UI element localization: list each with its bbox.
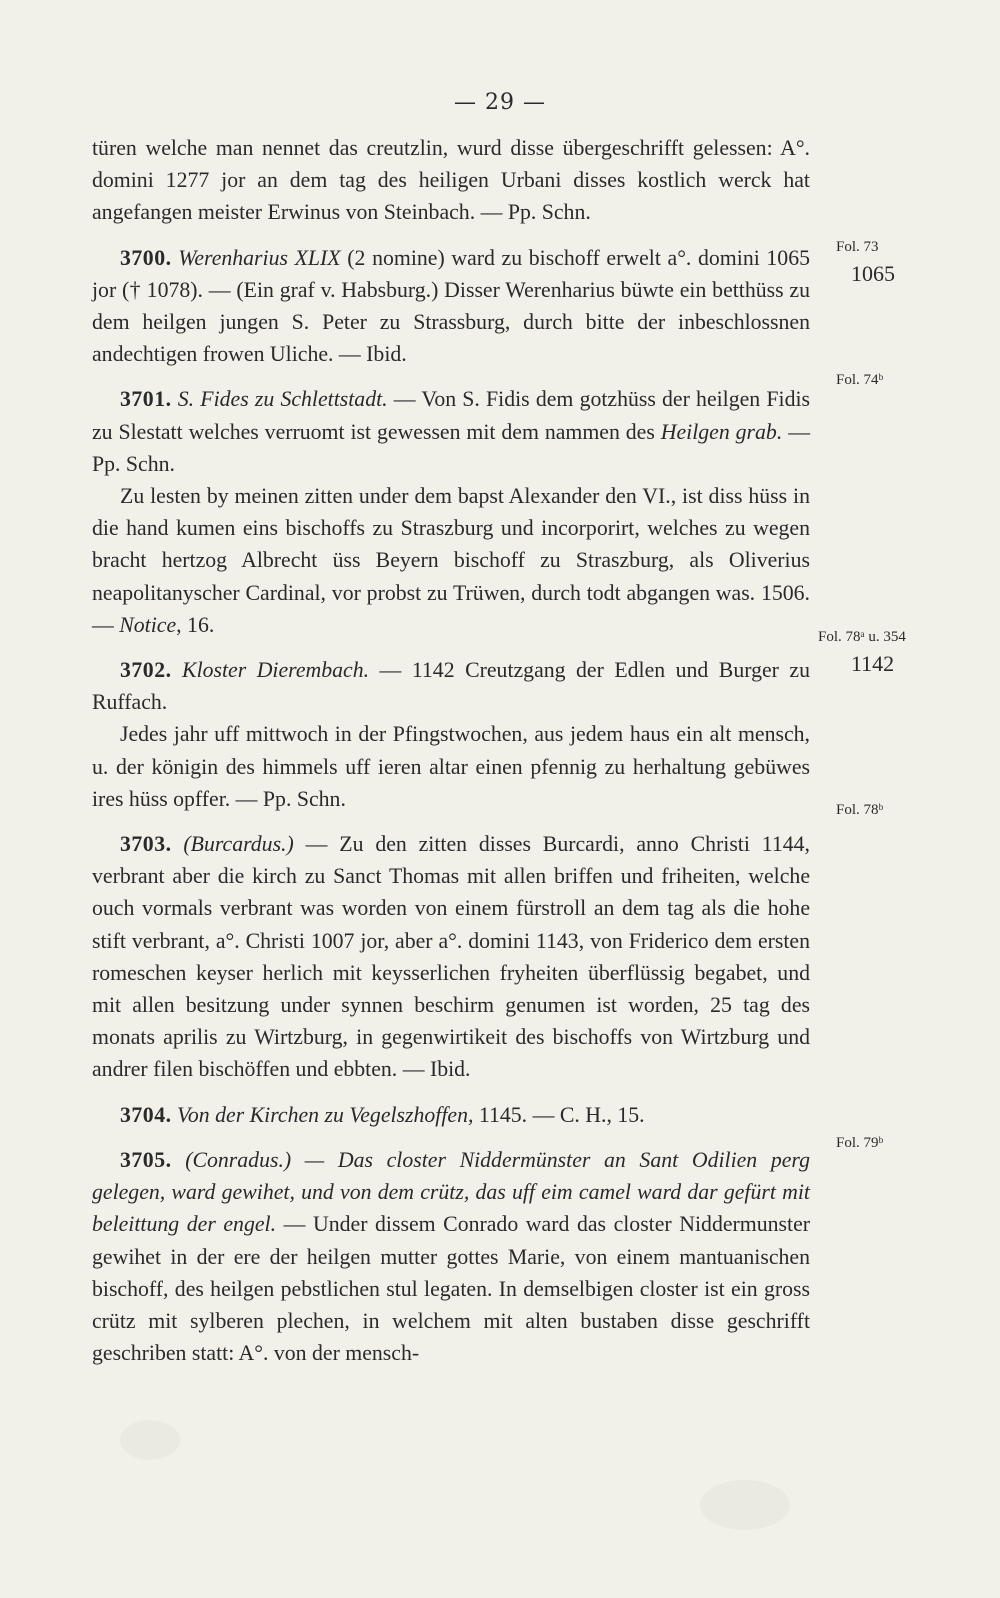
entry-3705 bbox=[92, 1144, 810, 1369]
entry-number: 3701. bbox=[120, 387, 172, 412]
source-page: , 16. bbox=[176, 612, 215, 637]
margin-folio-79b: Fol. 79ᵇ bbox=[836, 1135, 884, 1151]
entry-3702 bbox=[92, 654, 810, 718]
paper-stain bbox=[120, 1420, 180, 1460]
paragraph-continuation: türen welche man nennet das creutzlin, wurd disse übergeschrifft gelessen: A°. domini 1277 jor an dem tag des heiligen Urbani disses kostlich werck hat angefangen meister Erwinus von Steinbach. — Pp. Schn. bbox=[92, 136, 810, 225]
margin-folio-78b: Fol. 78ᵇ bbox=[836, 802, 884, 818]
entry-title: (Conradus.) — Das closter Niddermünster an Sant Odilien perg gelegen, ward gewihet, und von dem crütz, das uff eim camel ward dar gefürt mit beleittung der engel. bbox=[92, 1147, 810, 1237]
page-number: — 29 — bbox=[454, 90, 546, 115]
entry-text: (2 nomine) ward zu bischoff erwelt a°. domini 1065 jor († 1078). — (Ein graf v. Habsburg.) Disser Werenharius büwte ein betthüss zu dem heilgen jungen S. Peter zu Strassburg, durch bitte der inbeschlossnen andechtigen frowen Uliche. — Ibid. bbox=[92, 245, 810, 367]
entry-title: Kloster Dierembach. bbox=[182, 658, 370, 683]
entry-3701 bbox=[92, 383, 810, 480]
entry-title: Werenharius XLIX bbox=[178, 245, 341, 270]
entry-title: Von der Kirchen zu Vegelszhoffen, bbox=[177, 1102, 474, 1127]
entry-text: — Zu den zitten disses Burcardi, anno Christi 1144, verbrant aber die kirch zu Sanct Thomas mit allen briffen und friheiten, welche ouch vormals verbrant was worden von einem fürstroll an dem tag als die hohe stift verbrant, a°. Christi 1007 jor, aber a°. domini 1143, von Friderico dem ersten romeschen keyser herlich mit keysserlichen fryheiten überflüssig begabet, und mit allen besitzung under synnen beschirm genumen ist worden, 25 tag des monats aprilis zu Wirtzburg, in gegenwirtikeit des bischoffs von Wirtzburg und andrer filen bischöffen und ebbten. — Ibid. bbox=[92, 832, 810, 1082]
entry-number: 3702. bbox=[120, 658, 172, 683]
body-text bbox=[92, 132, 810, 1369]
entry-title-secondary: Heilgen grab. bbox=[660, 419, 783, 444]
entry-number: 3700. bbox=[120, 245, 172, 270]
entry-number: 3704. bbox=[120, 1102, 172, 1127]
entry-number: 3705. bbox=[120, 1147, 172, 1172]
paragraph-text: Zu lesten by meinen zitten under dem bapst Alexander den VI., ist diss hüss in die hand kumen eins bischoffs zu Straszburg und incorporirt, welches zu wegen bracht hertzog Albrecht üss Beyern bischoff zu Straszburg, als Oliverius neapolitanyscher Cardinal, vor probst zu Trüwen, durch todt abgangen was. 1506. — bbox=[92, 484, 810, 637]
entry-text: — Under dissem Conrado ward das closter Niddermunster gewihet in der ere der heilgen mutter gottes Marie, von einem mantuanischen bischoff, des heilgen pebstlichen stul legaten. In demselbigen closter ist ein gross crütz mit sylberen plechen, in welchem mit alten bustaben disse geschrifft geschriben statt: A°. von der mensch- bbox=[92, 1212, 810, 1366]
paragraph-3701-continued bbox=[92, 480, 810, 641]
margin-folio-74b: Fol. 74ᵇ bbox=[836, 372, 884, 388]
paper-stain bbox=[700, 1480, 790, 1530]
margin-folio-78a: Fol. 78ᵃ u. 354 bbox=[818, 629, 906, 645]
entry-title: S. Fides zu Schlettstadt. bbox=[177, 387, 388, 412]
margin-folio-73: Fol. 73 bbox=[836, 239, 879, 255]
entry-title: (Burcardus.) bbox=[183, 832, 294, 857]
entry-number: 3703. bbox=[120, 832, 172, 857]
entry-text: 1145. — C. H., 15. bbox=[473, 1102, 645, 1127]
source-reference: Notice bbox=[119, 612, 177, 637]
entry-3703 bbox=[92, 828, 810, 1086]
entry-text-end: — Pp. Schn. bbox=[92, 419, 811, 476]
entry-3700 bbox=[92, 242, 810, 371]
margin-year-1065: 1065 bbox=[851, 261, 895, 286]
entry-text: — Von S. Fidis dem gotzhüss der heilgen Fidis zu Slestatt welches verruomt ist gewessen mit dem nammen des bbox=[92, 387, 811, 444]
margin-year-1142: 1142 bbox=[851, 651, 895, 676]
entry-3704 bbox=[92, 1099, 810, 1131]
entry-text: — 1142 Creutzgang der Edlen und Burger zu Ruffach. bbox=[92, 658, 810, 715]
paragraph-3702-continued: Jedes jahr uff mittwoch in der Pfingstwochen, aus jedem haus ein alt mensch, u. der königin des himmels uff ieren altar einen pfennig zu herhaltung gebüwes ires hüss opffer. — Pp. Schn. bbox=[92, 722, 810, 811]
